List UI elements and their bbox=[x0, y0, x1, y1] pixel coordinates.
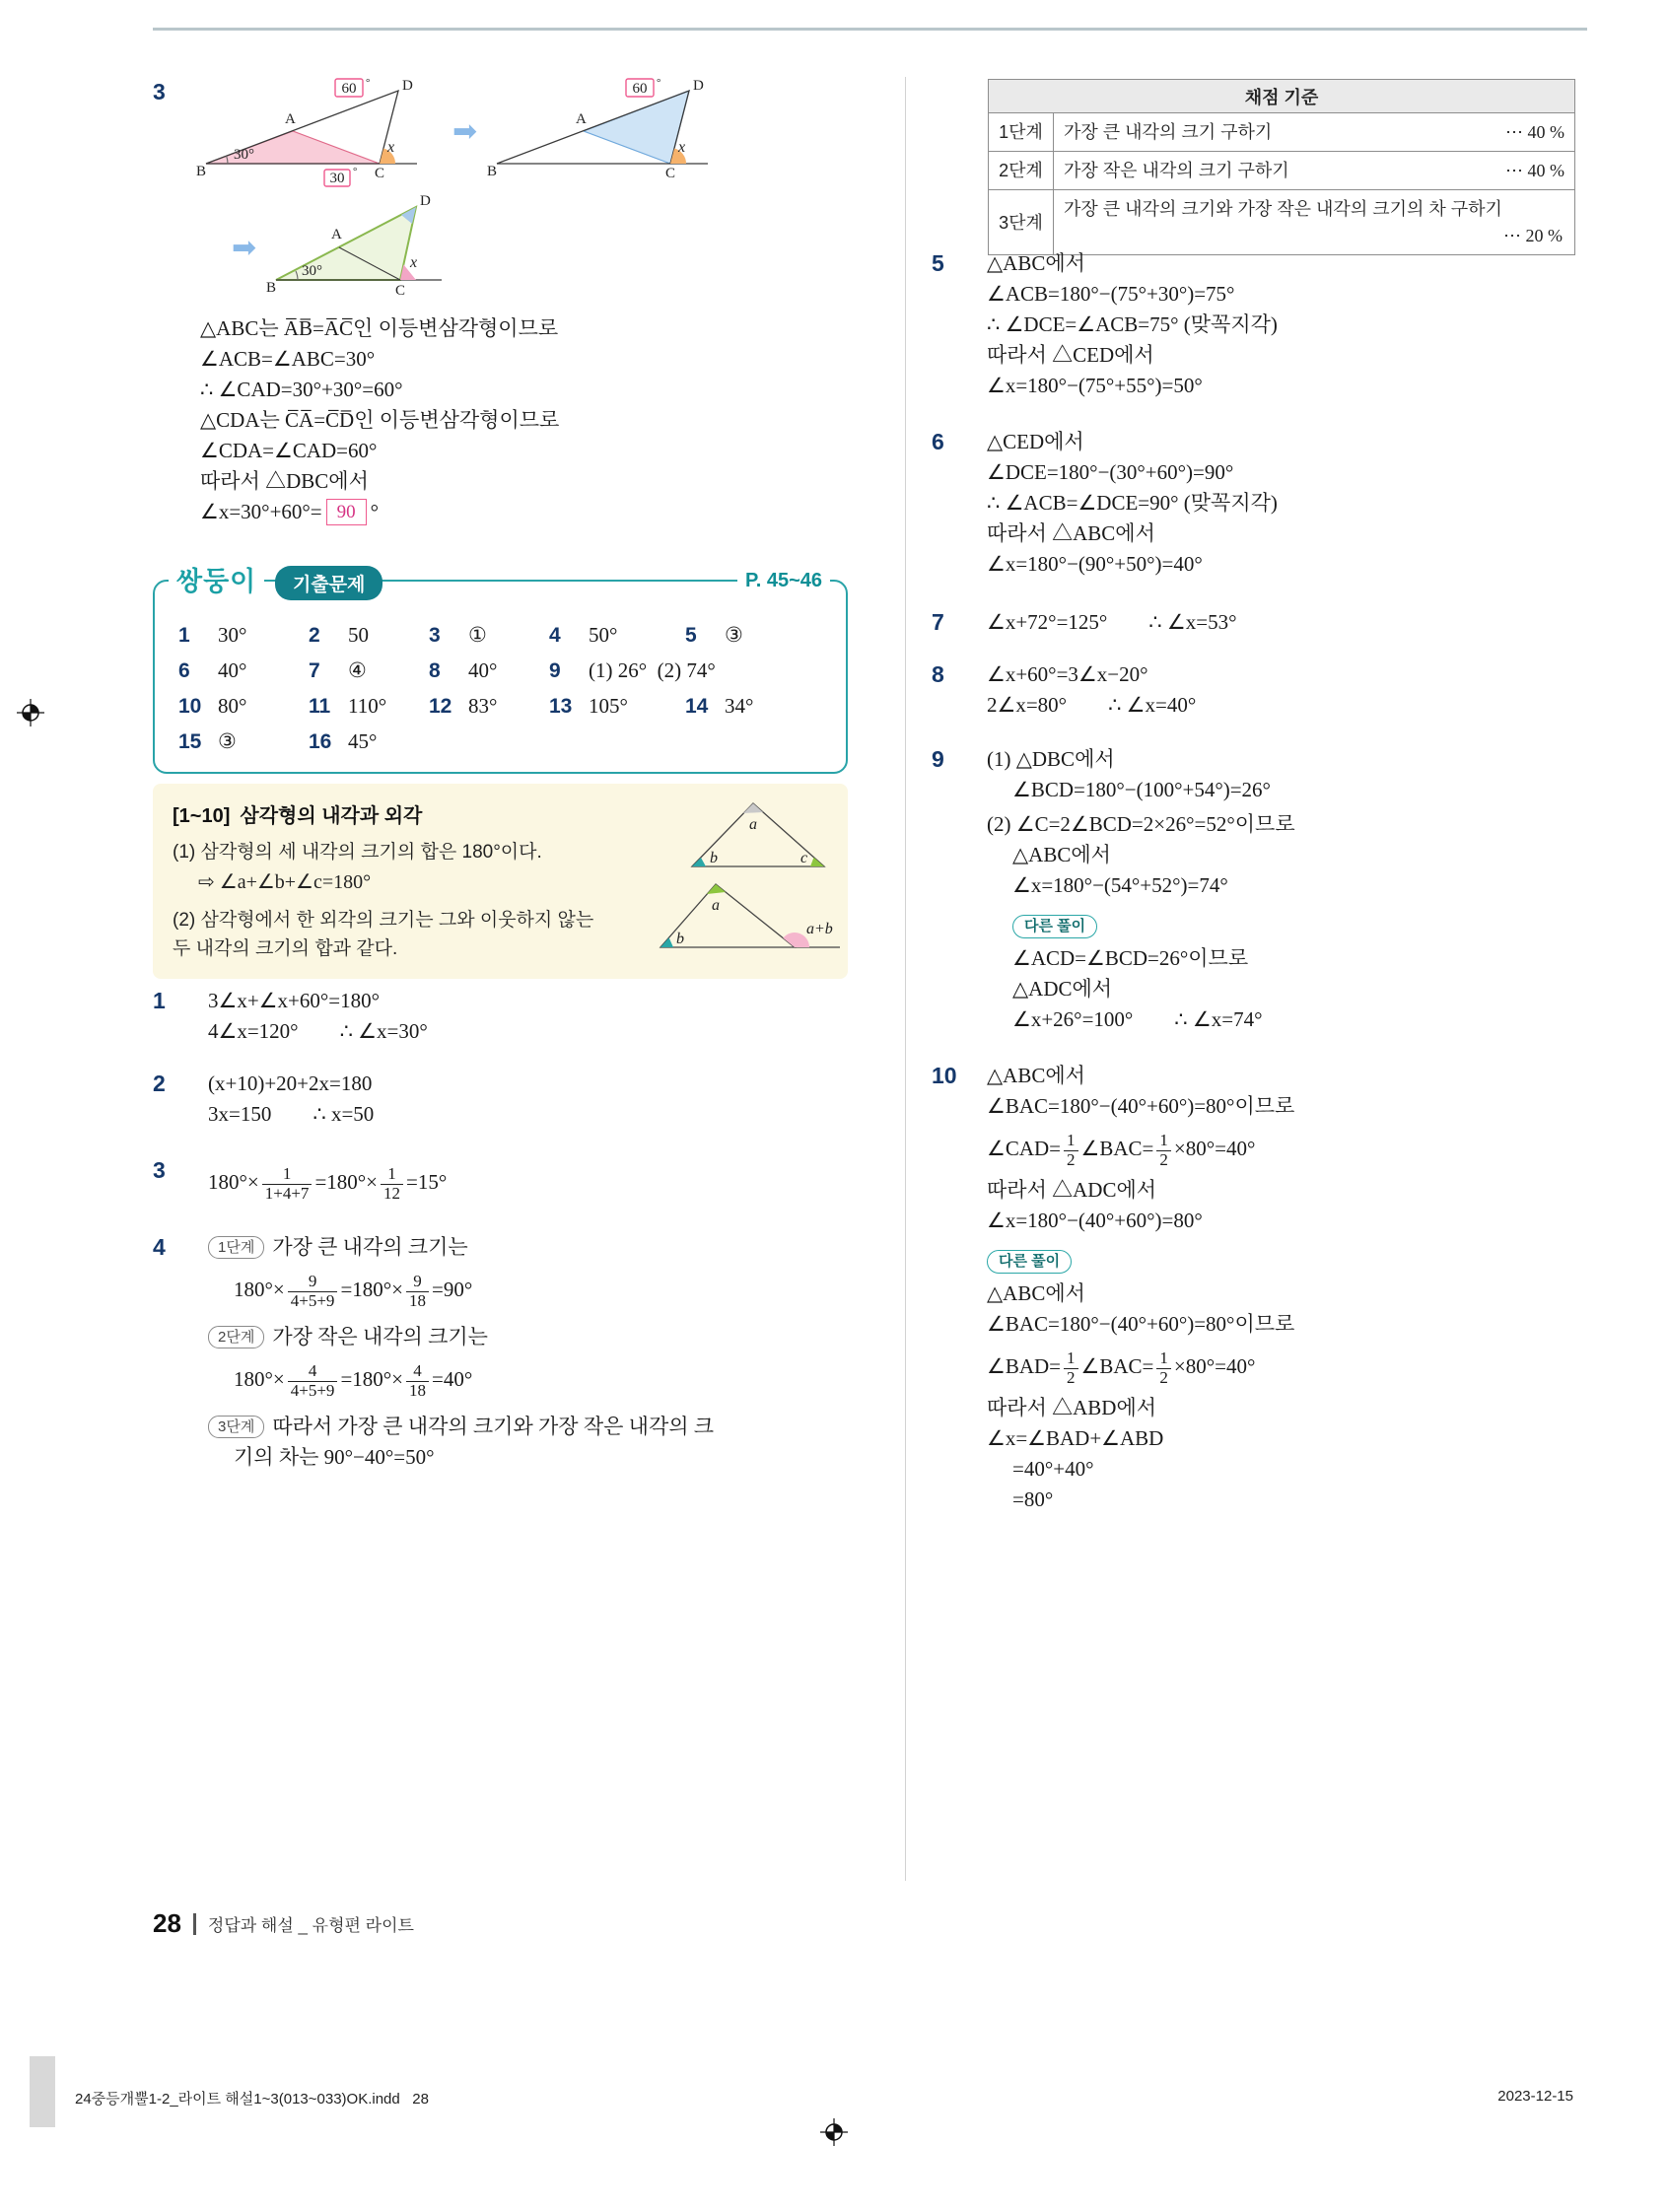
problem-10 bbox=[932, 1061, 1587, 1515]
answer-value: 80° bbox=[218, 694, 247, 718]
math-text: ∠BAD= bbox=[987, 1354, 1062, 1378]
solution-line bbox=[208, 1442, 848, 1473]
grading-row bbox=[989, 190, 1575, 255]
solution-line bbox=[200, 313, 855, 344]
problem-body bbox=[987, 744, 1587, 1035]
problem-8 bbox=[932, 659, 1587, 721]
fraction: $\frac{4}{18}$ bbox=[406, 1362, 429, 1400]
label-B: B bbox=[266, 280, 277, 296]
problem-body bbox=[987, 1061, 1587, 1515]
label-C: C bbox=[375, 166, 385, 181]
label-a: a bbox=[712, 897, 720, 914]
problem-body bbox=[987, 248, 1587, 401]
answer-item-4 bbox=[549, 623, 685, 648]
arrow-right-icon: ➡ bbox=[452, 115, 478, 148]
label-B: B bbox=[487, 164, 498, 179]
label-B: B bbox=[196, 164, 207, 179]
math-text: (2) ∠C=2∠BCD=2×26°=52°이므로 bbox=[987, 812, 1295, 836]
grading-criteria bbox=[988, 79, 1575, 255]
right-problems bbox=[932, 248, 1587, 1515]
answer-item-10 bbox=[178, 694, 309, 719]
problem-number: 3 bbox=[153, 79, 166, 104]
answer-number: 12 bbox=[429, 695, 452, 718]
answer-number: 1 bbox=[178, 624, 190, 647]
label-D: D bbox=[402, 78, 413, 94]
problem-3-diagrams bbox=[196, 77, 855, 304]
concept-triangle-interior bbox=[666, 797, 834, 874]
problem-4 bbox=[153, 1232, 848, 1473]
degree-sign: ° bbox=[366, 77, 371, 89]
label-a: a bbox=[749, 816, 757, 833]
math-text: ∠x=180°−(40°+60°)=80° bbox=[987, 1209, 1203, 1232]
answer-item-1 bbox=[178, 623, 309, 648]
math-text: △ABC에서 bbox=[987, 1281, 1085, 1305]
answer-item-7 bbox=[309, 658, 429, 683]
fraction: $\frac{9}{18}$ bbox=[406, 1273, 429, 1310]
math-text: ∠x=180°−(90°+50°)=40° bbox=[987, 552, 1203, 576]
triangle-diagram-blue bbox=[487, 77, 733, 187]
solution-line bbox=[987, 909, 1587, 939]
solution-line bbox=[987, 1309, 1587, 1340]
solution-line bbox=[987, 1423, 1587, 1454]
problem-body bbox=[987, 607, 1587, 638]
answer-item-6 bbox=[178, 658, 309, 683]
triangle-diagram-pink bbox=[196, 77, 443, 187]
math-text: ∠x+60°=3∠x−20° bbox=[987, 662, 1148, 686]
math-text: △ADC에서 bbox=[1012, 977, 1113, 1001]
answer-value: ③ bbox=[218, 729, 237, 753]
answer-value: 34° bbox=[725, 694, 754, 718]
math-text: ∠ACD=∠BCD=26°이므로 bbox=[1012, 946, 1249, 970]
answer-value: 40° bbox=[468, 658, 498, 682]
math-text: =80° bbox=[1012, 1487, 1054, 1511]
answer-item-9 bbox=[549, 658, 826, 683]
fraction: $\frac{1}{2}$ bbox=[1156, 1132, 1171, 1169]
problem-number: 8 bbox=[932, 661, 944, 687]
step-badge: 1단계 bbox=[208, 1236, 264, 1259]
problem-number: 5 bbox=[932, 250, 944, 276]
fraction: $\frac{1}{1+4+7}$ bbox=[262, 1165, 313, 1203]
answer-item-16 bbox=[309, 729, 429, 754]
problem-body bbox=[208, 1069, 848, 1130]
math-text: ∠ACB=∠ABC=30° bbox=[200, 347, 376, 371]
grading-row bbox=[989, 113, 1575, 152]
problem-6 bbox=[932, 427, 1587, 580]
answer-value: 50° bbox=[589, 623, 618, 647]
solution-line bbox=[987, 371, 1587, 401]
solution-line bbox=[987, 607, 1587, 638]
problem-number: 4 bbox=[153, 1234, 166, 1260]
solution-line bbox=[987, 1454, 1587, 1485]
math-text: 3x=150 ∴ x=50 bbox=[208, 1102, 375, 1126]
answer-number: 15 bbox=[178, 730, 202, 753]
answer-number: 2 bbox=[309, 624, 320, 647]
fraction: $\frac{1}{2}$ bbox=[1156, 1349, 1171, 1387]
answer-value: 83° bbox=[468, 694, 498, 718]
solution-line bbox=[987, 690, 1587, 721]
solution-line bbox=[208, 1322, 848, 1352]
math-text: ×80°=40° bbox=[1173, 1354, 1256, 1378]
problem-5 bbox=[932, 248, 1587, 401]
math-text: 따라서 △ADC에서 bbox=[987, 1178, 1157, 1202]
answer-number: 8 bbox=[429, 659, 441, 682]
math-text: ∠x=30°+60°= bbox=[200, 500, 322, 523]
label-c: c bbox=[800, 850, 808, 866]
concept-item-1-formula: ⇨ ∠a+∠b+∠c=180° bbox=[198, 871, 372, 893]
degree-sign: ° bbox=[353, 166, 358, 177]
answer-number: 9 bbox=[549, 659, 561, 682]
problem-number: 7 bbox=[932, 609, 944, 635]
twin-page-ref: P. 45~46 bbox=[737, 570, 830, 592]
solution-line bbox=[208, 1016, 848, 1047]
alt-solution-badge: 다른 풀이 bbox=[1012, 915, 1097, 938]
concept-box bbox=[153, 784, 848, 979]
fraction: $\frac{4}{4+5+9}$ bbox=[288, 1362, 338, 1400]
label-A: A bbox=[576, 111, 587, 127]
answer-item-12 bbox=[429, 694, 549, 719]
page-edge-gray-bar bbox=[30, 2056, 55, 2127]
page-footer bbox=[153, 1908, 414, 1939]
grading-step: 3단계 bbox=[989, 190, 1054, 255]
answer-number: 11 bbox=[309, 695, 331, 718]
solution-line bbox=[987, 1122, 1587, 1175]
solution-line bbox=[987, 1175, 1587, 1206]
solution-line bbox=[987, 457, 1587, 488]
label-30deg: 30° bbox=[234, 147, 254, 163]
math-text: 따라서 △ABD에서 bbox=[987, 1396, 1157, 1419]
solution-line bbox=[987, 870, 1587, 901]
grading-table-header: 채점 기준 bbox=[989, 80, 1575, 113]
math-text: 3∠x+∠x+60°=180° bbox=[208, 989, 380, 1012]
answer-value: ④ bbox=[348, 658, 367, 682]
grading-step: 2단계 bbox=[989, 152, 1054, 190]
math-text: =180°× bbox=[340, 1278, 404, 1301]
math-text: ∠CAD= bbox=[987, 1137, 1062, 1160]
math-text: 따라서 △CED에서 bbox=[987, 343, 1154, 367]
math-text: ∠x=180°−(54°+52°)=74° bbox=[1012, 873, 1228, 897]
answer-number: 3 bbox=[429, 624, 441, 647]
problem-number: 10 bbox=[932, 1063, 957, 1088]
answer-value: (1) 26° (2) 74° bbox=[589, 658, 716, 682]
triangle-diagram-green bbox=[266, 193, 473, 304]
solution-line bbox=[987, 974, 1587, 1004]
answer-box: 90 bbox=[326, 499, 367, 525]
math-text: 가장 작은 내각의 크기는 bbox=[272, 1325, 488, 1348]
solution-line bbox=[987, 248, 1587, 279]
answer-value: 30° bbox=[218, 623, 247, 647]
answer-item-5 bbox=[685, 623, 826, 648]
math-text: △ABC에서 bbox=[987, 1064, 1085, 1087]
problem-body bbox=[987, 659, 1587, 721]
label-C: C bbox=[665, 166, 676, 181]
step-badge: 3단계 bbox=[208, 1416, 264, 1438]
solution-line bbox=[987, 1206, 1587, 1236]
answer-number: 6 bbox=[178, 659, 190, 682]
label-60: 60 bbox=[341, 81, 357, 97]
label-30: 30 bbox=[329, 171, 345, 186]
footer-label: 정답과 해설 _ 유형편 라이트 bbox=[207, 1916, 414, 1935]
solution-line bbox=[200, 405, 855, 436]
answers-grid bbox=[178, 623, 826, 754]
solution-line bbox=[987, 809, 1587, 840]
solution-line bbox=[987, 549, 1587, 580]
answer-number: 13 bbox=[549, 695, 573, 718]
solution-line bbox=[987, 1485, 1587, 1515]
label-a-plus-b: a+b bbox=[806, 921, 833, 937]
math-text: △CED에서 bbox=[987, 430, 1084, 453]
answer-value: 40° bbox=[218, 658, 247, 682]
solution-line bbox=[987, 427, 1587, 457]
answer-item-14 bbox=[685, 694, 826, 719]
label-D: D bbox=[420, 193, 431, 209]
answer-value: ① bbox=[468, 623, 487, 647]
answer-value: 110° bbox=[348, 694, 387, 718]
math-text: ∠BCD=180°−(100°+54°)=26° bbox=[1012, 778, 1271, 801]
grading-desc bbox=[1054, 113, 1575, 152]
answer-number: 14 bbox=[685, 695, 709, 718]
math-text: 180°× bbox=[234, 1278, 285, 1301]
math-text: ° bbox=[370, 500, 380, 523]
fraction: $\frac{1}{2}$ bbox=[1064, 1132, 1078, 1169]
math-text: ∠DCE=180°−(30°+60°)=90° bbox=[987, 460, 1234, 484]
math-text: ∴ ∠CAD=30°+30°=60° bbox=[200, 378, 403, 401]
math-text: =15° bbox=[406, 1170, 448, 1194]
arrow-right-icon: ➡ bbox=[232, 232, 257, 264]
column-divider bbox=[905, 77, 906, 1881]
label-60: 60 bbox=[632, 81, 648, 97]
math-text: ∠ACB=180°−(75°+30°)=75° bbox=[987, 282, 1235, 306]
solution-line bbox=[987, 1061, 1587, 1091]
math-text: ∠BAC=180°−(40°+60°)=80°이므로 bbox=[987, 1312, 1295, 1336]
math-text: (1) △DBC에서 bbox=[987, 747, 1115, 771]
problem-2 bbox=[153, 1069, 848, 1130]
label-A: A bbox=[285, 111, 296, 127]
left-problems bbox=[153, 986, 848, 1473]
solution-line bbox=[200, 497, 855, 527]
label-x: x bbox=[387, 139, 395, 156]
label-A: A bbox=[331, 227, 342, 242]
math-text: ×80°=40° bbox=[1173, 1137, 1256, 1160]
solution-line bbox=[208, 1263, 848, 1316]
math-text: 180°× bbox=[234, 1367, 285, 1391]
twin-title-pill: 기출문제 bbox=[275, 566, 382, 600]
grading-percent: ⋯ 20 % bbox=[1503, 226, 1563, 245]
fraction: $\frac{9}{4+5+9}$ bbox=[288, 1273, 338, 1310]
solution-line bbox=[987, 943, 1587, 974]
solution-line bbox=[208, 1352, 848, 1406]
solution-line bbox=[987, 488, 1587, 518]
problem-3 bbox=[153, 1155, 848, 1209]
alt-solution-badge: 다른 풀이 bbox=[987, 1250, 1072, 1274]
answer-value: 50 bbox=[348, 623, 369, 647]
math-text: ∴ ∠DCE=∠ACB=75° (맞꼭지각) bbox=[987, 312, 1278, 336]
solution-line bbox=[987, 1340, 1587, 1393]
grading-desc bbox=[1054, 152, 1575, 190]
problem-number: 2 bbox=[153, 1071, 166, 1096]
answer-value: ③ bbox=[725, 623, 743, 647]
answer-number: 10 bbox=[178, 695, 202, 718]
label-b: b bbox=[710, 850, 718, 866]
math-text: ∠x+72°=125° ∴ ∠x=53° bbox=[987, 610, 1237, 634]
grading-percent: ⋯ 40 % bbox=[1505, 122, 1564, 142]
step-badge: 2단계 bbox=[208, 1326, 264, 1348]
solution-line bbox=[987, 1004, 1587, 1035]
concept-range: [1~10] bbox=[173, 805, 231, 827]
solution-line bbox=[987, 310, 1587, 340]
math-text: 기의 차는 90°−40°=50° bbox=[234, 1445, 435, 1469]
solution-line bbox=[987, 279, 1587, 310]
problem-1 bbox=[153, 986, 848, 1047]
problem-number: 3 bbox=[153, 1157, 166, 1183]
solution-line bbox=[200, 344, 855, 375]
math-text: ∠x=∠BAD+∠ABD bbox=[987, 1426, 1164, 1450]
solution-line bbox=[208, 1069, 848, 1099]
math-text: 180°× bbox=[208, 1170, 259, 1194]
math-text: ∠BAC=180°−(40°+60°)=80°이므로 bbox=[987, 1094, 1295, 1118]
solution-line bbox=[987, 840, 1587, 870]
math-text: 따라서 △ABC에서 bbox=[987, 521, 1155, 545]
grading-criteria-table bbox=[988, 79, 1575, 255]
footer-divider bbox=[193, 1913, 196, 1935]
math-text: ∠CDA=∠CAD=60° bbox=[200, 439, 378, 462]
solution-line bbox=[208, 1099, 848, 1130]
solution-line bbox=[200, 436, 855, 466]
solution-line bbox=[987, 1393, 1587, 1423]
answer-number: 7 bbox=[309, 659, 320, 682]
page-number: 28 bbox=[153, 1908, 181, 1938]
solution-line bbox=[987, 1244, 1587, 1275]
problem-number: 9 bbox=[932, 746, 944, 772]
twin-problems-box bbox=[153, 567, 848, 774]
solution-line bbox=[208, 1412, 848, 1442]
math-text: 2∠x=80° ∴ ∠x=40° bbox=[987, 693, 1197, 717]
answer-item-15 bbox=[178, 729, 309, 754]
grading-desc-text: 가장 큰 내각의 크기 구하기 bbox=[1064, 122, 1273, 142]
print-file-info-text: 24중등개뿔1-2_라이트 해설1~3(013~033)OK.indd 28 bbox=[75, 2091, 429, 2108]
degree-sign: ° bbox=[657, 77, 661, 89]
solution-line bbox=[208, 1232, 848, 1263]
solution-line bbox=[987, 1279, 1587, 1309]
problem-number: 6 bbox=[932, 429, 944, 454]
math-text: ∠BAC= bbox=[1080, 1354, 1154, 1378]
print-date: 2023-12-15 bbox=[1497, 2088, 1573, 2105]
math-text: △ABC는 A̅B̅=A̅C̅인 이등변삼각형이므로 bbox=[200, 316, 559, 340]
problem-body bbox=[208, 1155, 848, 1209]
answer-item-11 bbox=[309, 694, 429, 719]
answer-number: 5 bbox=[685, 624, 697, 647]
problem-body bbox=[987, 427, 1587, 580]
math-text: =40° bbox=[432, 1367, 473, 1391]
registration-mark-left bbox=[14, 696, 47, 729]
solution-line bbox=[987, 659, 1587, 690]
grading-desc-text: 가장 큰 내각의 크기와 가장 작은 내각의 크기의 차 구하기 bbox=[1064, 199, 1502, 219]
answer-number: 4 bbox=[549, 624, 561, 647]
fraction: $\frac{1}{12}$ bbox=[381, 1165, 403, 1203]
solution-line bbox=[208, 986, 848, 1016]
solution-line bbox=[987, 518, 1587, 549]
math-text: 따라서 가장 큰 내각의 크기와 가장 작은 내각의 크 bbox=[272, 1415, 715, 1438]
problem-body bbox=[208, 1232, 848, 1473]
answer-item-13 bbox=[549, 694, 685, 719]
label-x: x bbox=[410, 254, 418, 271]
concept-triangle-exterior bbox=[647, 876, 844, 957]
problem-9 bbox=[932, 744, 1587, 1035]
label-b: b bbox=[676, 931, 684, 947]
math-text: (x+10)+20+2x=180 bbox=[208, 1071, 373, 1095]
print-file-info bbox=[75, 2088, 429, 2108]
solution-line bbox=[987, 1091, 1587, 1122]
label-C: C bbox=[395, 283, 406, 299]
label-30deg: 30° bbox=[302, 263, 323, 279]
math-text: 가장 큰 내각의 크기는 bbox=[272, 1235, 468, 1259]
problem-3-solution bbox=[153, 77, 855, 527]
problem-7 bbox=[932, 607, 1587, 638]
grading-desc bbox=[1054, 190, 1575, 255]
problem-3-solution-lines bbox=[196, 313, 855, 527]
solution-line bbox=[200, 375, 855, 405]
grading-row bbox=[989, 152, 1575, 190]
grading-desc-text: 가장 작은 내각의 크기 구하기 bbox=[1064, 161, 1289, 180]
fraction: $\frac{1}{2}$ bbox=[1064, 1349, 1078, 1387]
label-x: x bbox=[678, 139, 686, 156]
problem-number: 1 bbox=[153, 988, 166, 1013]
math-text: 따라서 △DBC에서 bbox=[200, 469, 369, 493]
solution-line bbox=[987, 744, 1587, 775]
concept-item-2: (2) 삼각형에서 한 외각의 크기는 그와 이웃하지 않는 두 내각의 크기의 합과 같다. bbox=[173, 910, 594, 959]
label-D: D bbox=[693, 78, 704, 94]
math-text: △CDA는 C̅A̅=C̅D̅인 이등변삼각형이므로 bbox=[200, 408, 560, 432]
math-text: =180°× bbox=[314, 1170, 379, 1194]
solution-line bbox=[208, 1155, 848, 1209]
grading-step: 1단계 bbox=[989, 113, 1054, 152]
answer-item-3 bbox=[429, 623, 549, 648]
concept-title-text: 삼각형의 내각과 외각 bbox=[240, 805, 423, 827]
math-text: =180°× bbox=[340, 1367, 404, 1391]
answer-item-2 bbox=[309, 623, 429, 648]
answer-value: 45° bbox=[348, 729, 378, 753]
answer-value: 105° bbox=[589, 694, 628, 718]
registration-mark-bottom bbox=[817, 2115, 851, 2149]
twin-logo: 쌍둥이 bbox=[169, 560, 264, 598]
top-rule bbox=[153, 28, 1587, 31]
math-text: ∠x=180°−(75°+55°)=50° bbox=[987, 374, 1203, 397]
solution-line bbox=[987, 775, 1587, 805]
math-text: ∴ ∠ACB=∠DCE=90° (맞꼭지각) bbox=[987, 491, 1278, 515]
math-text: ∠x+26°=100° ∴ ∠x=74° bbox=[1012, 1007, 1263, 1031]
math-text: ∠BAC= bbox=[1080, 1137, 1154, 1160]
concept-item-1: (1) 삼각형의 세 내각의 크기의 합은 180°이다. bbox=[173, 842, 542, 863]
solution-line bbox=[200, 466, 855, 497]
math-text: =90° bbox=[432, 1278, 473, 1301]
grading-percent: ⋯ 40 % bbox=[1505, 161, 1564, 180]
solution-line bbox=[987, 340, 1587, 371]
math-text: △ABC에서 bbox=[1012, 843, 1111, 866]
math-text: △ABC에서 bbox=[987, 251, 1085, 275]
math-text: 4∠x=120° ∴ ∠x=30° bbox=[208, 1019, 428, 1043]
problem-body bbox=[208, 986, 848, 1047]
math-text: =40°+40° bbox=[1012, 1457, 1094, 1481]
answer-item-8 bbox=[429, 658, 549, 683]
answer-number: 16 bbox=[309, 730, 332, 753]
